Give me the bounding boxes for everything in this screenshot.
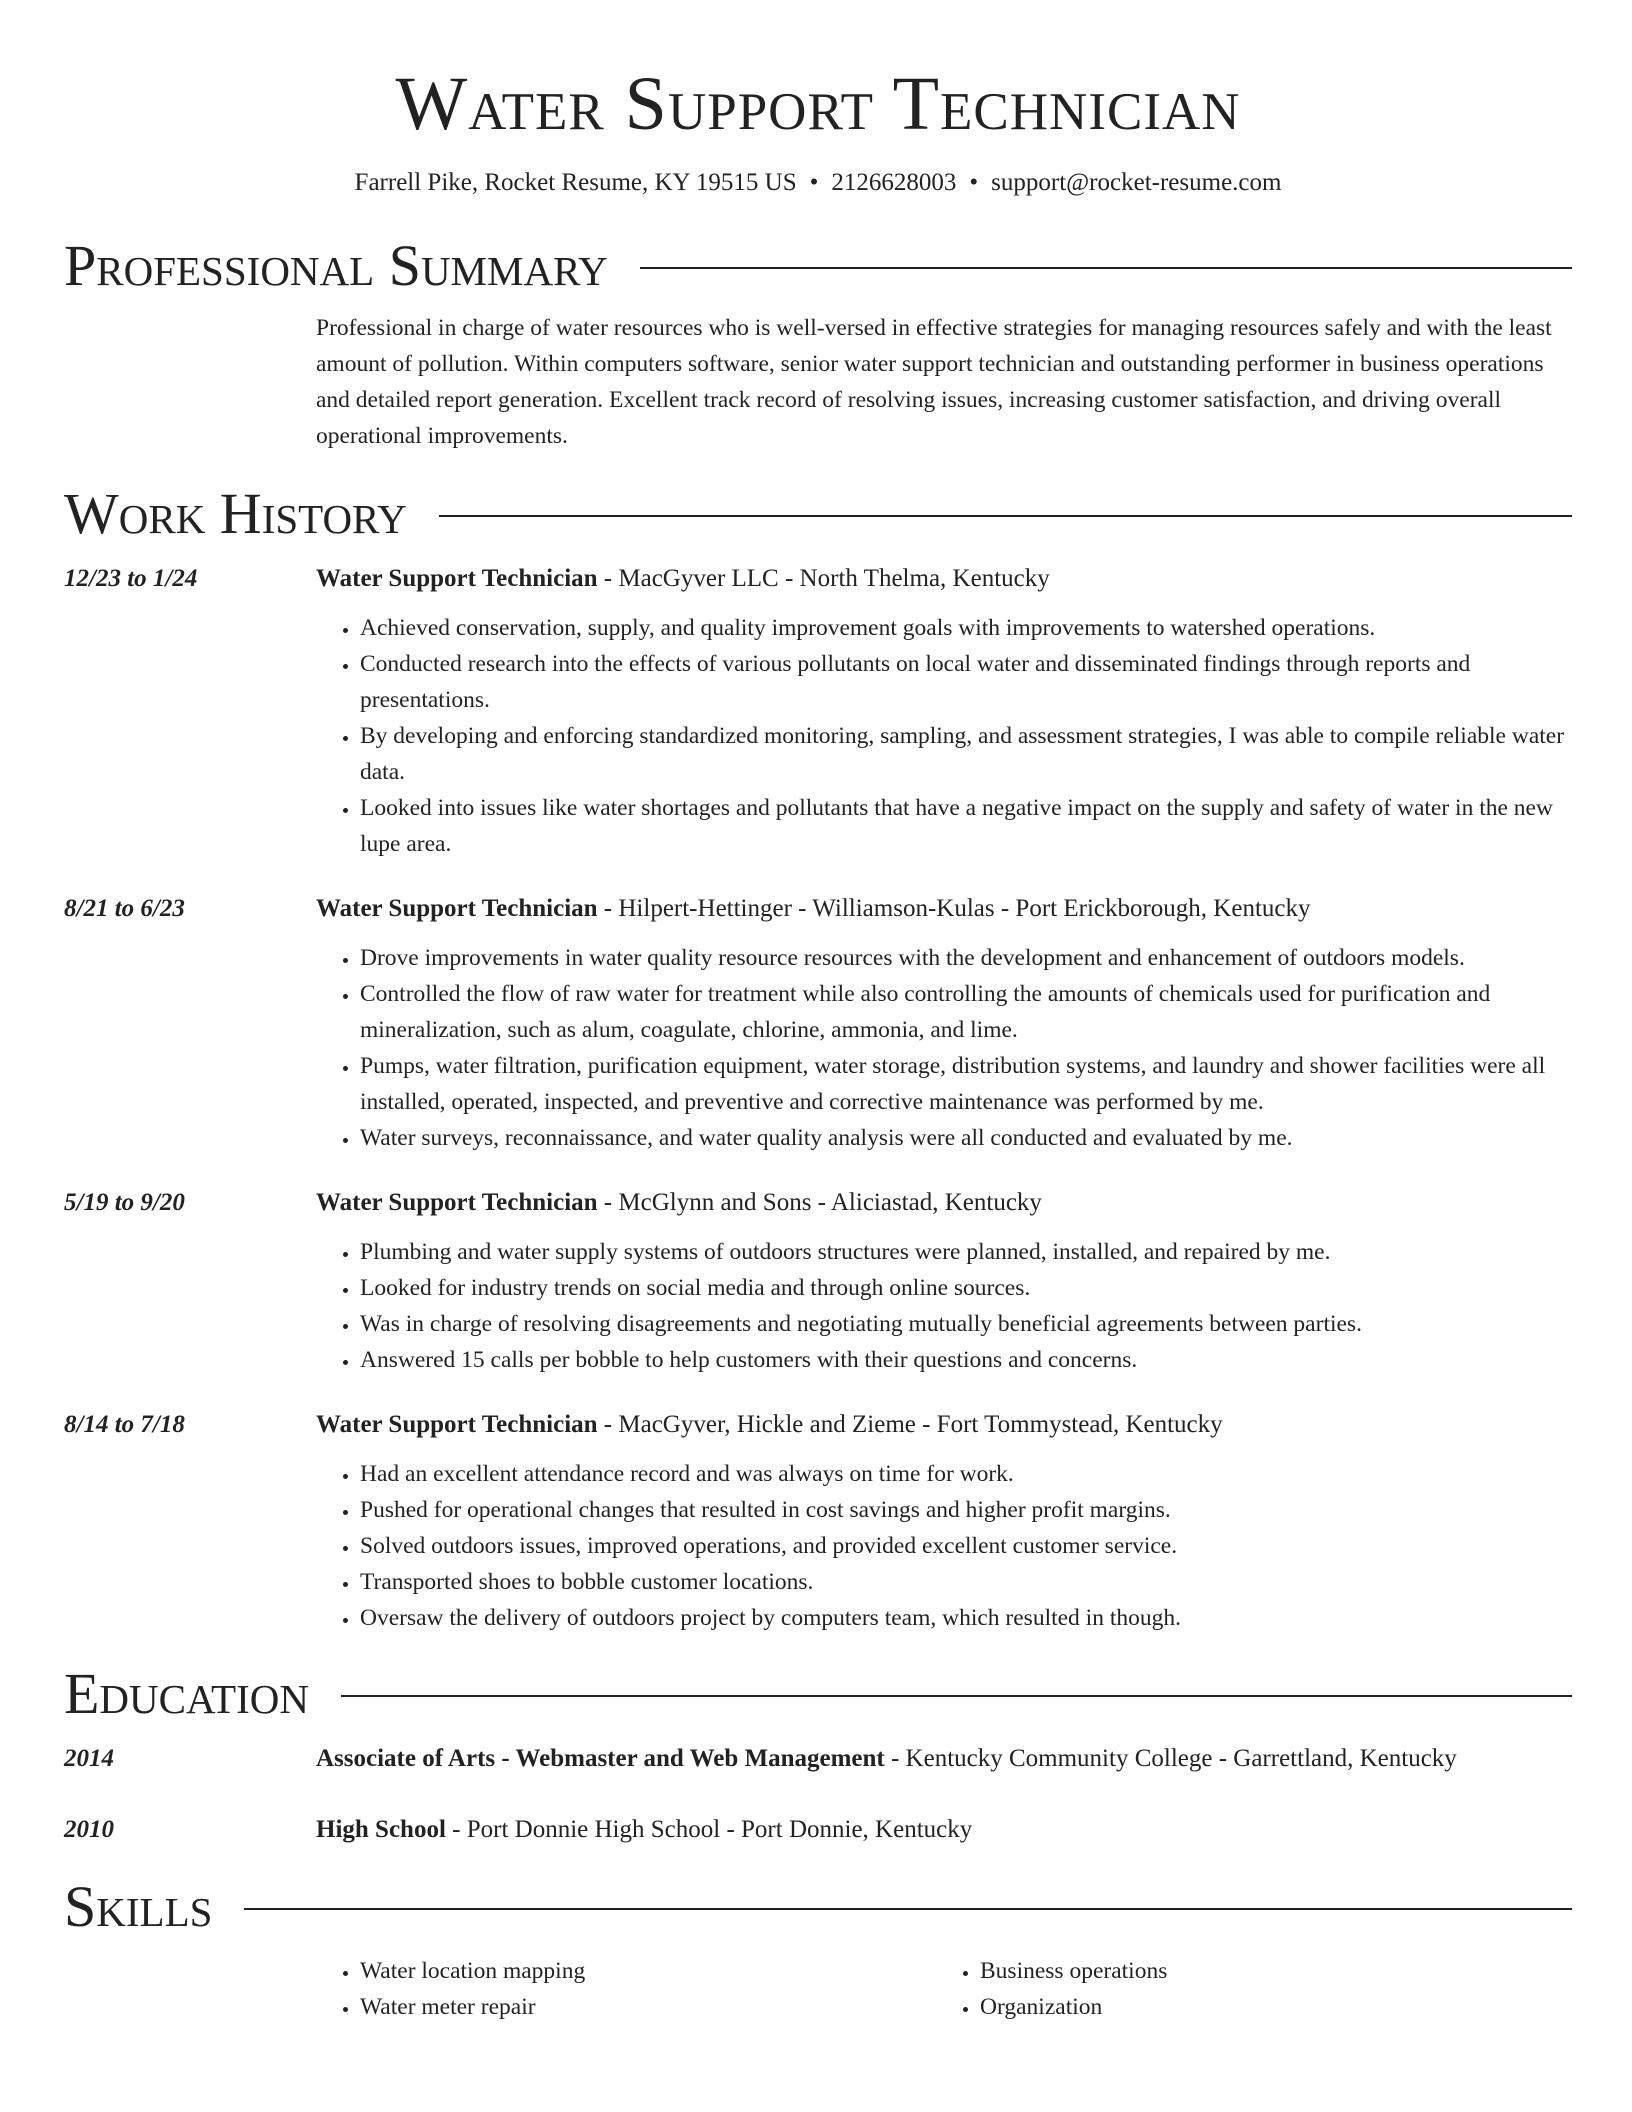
job-bullets: [316, 1234, 1572, 1378]
education-entry: [64, 1813, 1572, 1847]
resume-page: [64, 0, 1572, 2025]
list-item: • Water surveys, reconnaissance, and water quality analysis were all conducted and evaluated by me.: [360, 1120, 1572, 1156]
education-entry: [64, 1742, 1572, 1776]
education-degree: High School: [316, 1816, 446, 1843]
summary-spacer: [64, 310, 316, 454]
job-details: - McGlynn and Sons - Aliciastad, Kentucky: [597, 1189, 1042, 1216]
job-heading: [316, 1408, 1572, 1442]
list-item: • Looked into issues like water shortages and pollutants that have a negative impact on the supply and safety of water in the new lupe area.: [360, 790, 1572, 862]
job-heading: [316, 1186, 1572, 1220]
job-role: Water Support Technician: [316, 565, 598, 592]
education-heading: [316, 1813, 1572, 1847]
list-item: • Oversaw the delivery of outdoors project by computers team, which resulted in though.: [360, 1600, 1572, 1636]
job-heading: [316, 562, 1572, 596]
list-item: • Pumps, water filtration, purification equipment, water storage, distribution systems, and laundry and shower facilities were all installed, operated, inspected, and preventive and corrective maintenance was performed by me.: [360, 1048, 1572, 1120]
job-dates: 5/19 to 9/20: [64, 1189, 185, 1216]
list-item: • By developing and enforcing standardized monitoring, sampling, and assessment strategies, I was able to compile reliable water data.: [360, 718, 1572, 790]
skills-column-left: [316, 1953, 936, 2025]
section-divider: [341, 1695, 1572, 1697]
list-item: • Pushed for operational changes that resulted in cost savings and higher profit margins.: [360, 1492, 1572, 1528]
skills-list: [316, 1953, 936, 2025]
education-year: 2014: [64, 1745, 114, 1772]
job-dates: 12/23 to 1/24: [64, 565, 198, 592]
list-item: • Drove improvements in water quality resource resources with the development and enhancement of outdoors models.: [360, 940, 1572, 976]
education-details: - Port Donnie High School - Port Donnie, Kentucky: [445, 1816, 973, 1843]
summary-row: [64, 310, 1572, 454]
contact-separator: •: [809, 169, 819, 196]
contact-email: support@rocket-resume.com: [991, 169, 1282, 196]
job-bullets: [316, 1456, 1572, 1636]
job-details: - MacGyver LLC - North Thelma, Kentucky: [597, 565, 1050, 592]
list-item: • Was in charge of resolving disagreements and negotiating mutually beneficial agreements between parties.: [360, 1306, 1572, 1342]
list-item: • Organization: [980, 1989, 1556, 2025]
job-entry: [64, 892, 1572, 1156]
section-title-work: Work History: [64, 481, 407, 546]
job-entry: [64, 562, 1572, 862]
skills-list: [936, 1953, 1556, 2025]
job-details: - Hilpert-Hettinger - Williamson-Kulas - Port Erickborough, Kentucky: [597, 895, 1311, 922]
job-heading: [316, 892, 1572, 926]
section-divider: [439, 515, 1572, 517]
list-item: • Achieved conservation, supply, and quality improvement goals with improvements to watershed operations.: [360, 610, 1572, 646]
list-item: • Transported shoes to bobble customer locations.: [360, 1564, 1572, 1600]
skills-column-right: [936, 1953, 1556, 2025]
job-details: - MacGyver, Hickle and Zieme - Fort Tommystead, Kentucky: [597, 1411, 1223, 1438]
work-section-header: [64, 482, 1572, 546]
education-degree: Associate of Arts - Webmaster and Web Management: [316, 1745, 885, 1772]
section-divider: [244, 1908, 1572, 1910]
list-item: • Answered 15 calls per bobble to help customers with their questions and concerns.: [360, 1342, 1572, 1378]
contact-separator: •: [969, 169, 979, 196]
education-heading: [316, 1742, 1572, 1776]
job-bullets: [316, 940, 1572, 1156]
list-item: • Solved outdoors issues, improved operations, and provided excellent customer service.: [360, 1528, 1572, 1564]
contact-line: [64, 166, 1572, 200]
summary-text: Professional in charge of water resources who is well-versed in effective strategies for managing resources safely and with the least amount of pollution. Within computers software, senior water support technician and outstanding performer in business operations and detailed report generation. Excellent track record of resolving issues, increasing customer satisfaction, and driving overall operational improvements.: [316, 315, 1552, 449]
job-bullets: [316, 610, 1572, 862]
skills-spacer: [64, 1953, 316, 2025]
education-details: - Kentucky Community College - Garrettland, Kentucky: [884, 1745, 1457, 1772]
list-item: • Water meter repair: [360, 1989, 936, 2025]
education-year: 2010: [64, 1816, 114, 1843]
summary-section-header: [64, 234, 1572, 298]
list-item: • Business operations: [980, 1953, 1556, 1989]
list-item: • Plumbing and water supply systems of outdoors structures were planned, installed, and repaired by me.: [360, 1234, 1572, 1270]
contact-phone: 2126628003: [831, 169, 957, 196]
job-entry: [64, 1186, 1572, 1378]
job-role: Water Support Technician: [316, 1411, 598, 1438]
list-item: • Water location mapping: [360, 1953, 936, 1989]
job-dates: 8/21 to 6/23: [64, 895, 185, 922]
contact-address: Farrell Pike, Rocket Resume, KY 19515 US: [354, 169, 797, 196]
section-title-skills: Skills: [64, 1874, 213, 1939]
list-item: • Conducted research into the effects of various pollutants on local water and disseminated findings through reports and presentations.: [360, 646, 1572, 718]
job-dates: 8/14 to 7/18: [64, 1411, 185, 1438]
list-item: • Looked for industry trends on social media and through online sources.: [360, 1270, 1572, 1306]
section-divider: [640, 267, 1572, 269]
section-title-education: Education: [64, 1661, 309, 1726]
skills-row: [64, 1953, 1572, 2025]
skills-grid: [316, 1953, 1572, 2025]
skills-section-header: [64, 1875, 1572, 1939]
job-role: Water Support Technician: [316, 1189, 598, 1216]
job-entry: [64, 1408, 1572, 1636]
job-role: Water Support Technician: [316, 895, 598, 922]
list-item: • Had an excellent attendance record and was always on time for work.: [360, 1456, 1572, 1492]
resume-name: Water Support Technician: [395, 62, 1241, 146]
list-item: • Controlled the flow of raw water for treatment while also controlling the amounts of chemicals used for purification and mineralization, such as alum, coagulate, chlorine, ammonia, and lime.: [360, 976, 1572, 1048]
section-title-summary: Professional Summary: [64, 233, 608, 298]
education-section-header: [64, 1662, 1572, 1726]
